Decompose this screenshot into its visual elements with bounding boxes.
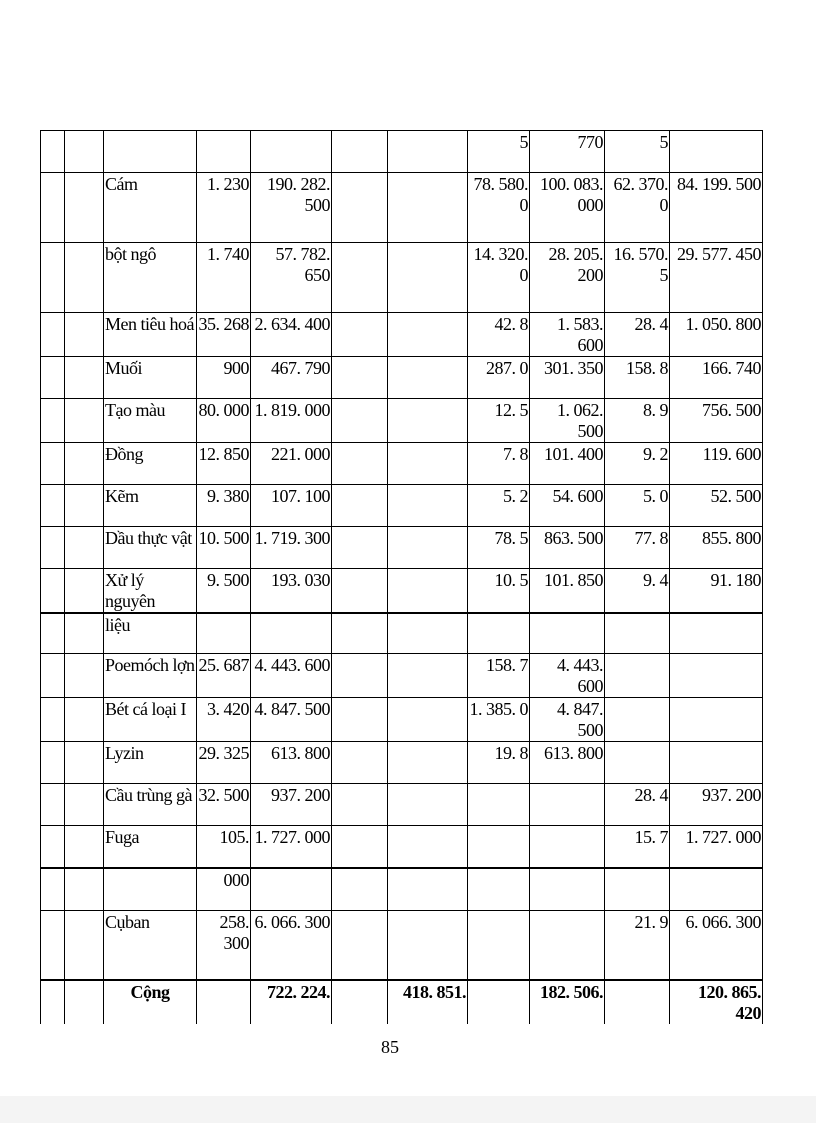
- value-cell: 1. 740: [197, 243, 251, 313]
- value-cell: 301. 350: [530, 357, 605, 399]
- value-cell: [388, 613, 468, 653]
- value-cell: [197, 613, 251, 653]
- value-cell: 4. 847. 500: [251, 697, 332, 741]
- blank-cell: [41, 697, 65, 741]
- value-cell: [251, 868, 332, 910]
- blank-cell: [65, 868, 104, 910]
- value-cell: [605, 868, 670, 910]
- value-cell: 107. 100: [251, 485, 332, 527]
- value-cell: 9. 4: [605, 569, 670, 614]
- value-cell: 12. 5: [468, 399, 530, 443]
- blank-cell: [65, 741, 104, 783]
- value-cell: [670, 613, 763, 653]
- value-cell: [332, 613, 388, 653]
- value-cell: 28. 205. 200: [530, 243, 605, 313]
- value-cell: 418. 851.: [388, 980, 468, 1024]
- blank-cell: [65, 569, 104, 614]
- blank-cell: [41, 313, 65, 357]
- value-cell: [332, 697, 388, 741]
- value-cell: 91. 180: [670, 569, 763, 614]
- item-name-cell: Cộng: [104, 980, 197, 1024]
- value-cell: 1. 819. 000: [251, 399, 332, 443]
- blank-cell: [41, 131, 65, 173]
- value-cell: 101. 850: [530, 569, 605, 614]
- value-cell: [388, 399, 468, 443]
- value-cell: [251, 131, 332, 173]
- item-name-cell: Fuga: [104, 825, 197, 868]
- value-cell: [332, 443, 388, 485]
- value-cell: [605, 697, 670, 741]
- value-cell: 100. 083. 000: [530, 173, 605, 243]
- table-row: [41, 527, 763, 569]
- value-cell: 3. 420: [197, 697, 251, 741]
- value-cell: [605, 741, 670, 783]
- value-cell: [332, 173, 388, 243]
- value-cell: 467. 790: [251, 357, 332, 399]
- blank-cell: [41, 910, 65, 980]
- value-cell: [605, 980, 670, 1024]
- item-name-cell: Xử lý nguyên: [104, 569, 197, 614]
- blank-cell: [65, 613, 104, 653]
- value-cell: 29. 577. 450: [670, 243, 763, 313]
- item-name-cell: Bét cá loại I: [104, 697, 197, 741]
- blank-cell: [65, 131, 104, 173]
- item-name-cell: [104, 131, 197, 173]
- blank-cell: [65, 243, 104, 313]
- value-cell: 80. 000: [197, 399, 251, 443]
- value-cell: 1. 062. 500: [530, 399, 605, 443]
- table-row: [41, 868, 763, 910]
- value-cell: [605, 613, 670, 653]
- value-cell: [332, 569, 388, 614]
- value-cell: [388, 313, 468, 357]
- blank-cell: [41, 357, 65, 399]
- item-name-cell: bột ngô: [104, 243, 197, 313]
- item-name-cell: Men tiêu hoá: [104, 313, 197, 357]
- value-cell: [468, 783, 530, 825]
- value-cell: [332, 485, 388, 527]
- value-cell: [530, 910, 605, 980]
- value-cell: [332, 868, 388, 910]
- value-cell: 21. 9: [605, 910, 670, 980]
- cost-table: [40, 130, 763, 1024]
- item-name-cell: Lyzin: [104, 741, 197, 783]
- table-row: [41, 613, 763, 653]
- value-cell: 9. 500: [197, 569, 251, 614]
- blank-cell: [65, 399, 104, 443]
- value-cell: [468, 980, 530, 1024]
- value-cell: 2. 634. 400: [251, 313, 332, 357]
- value-cell: [468, 910, 530, 980]
- value-cell: 62. 370. 0: [605, 173, 670, 243]
- item-name-cell: Cầu trùng gà: [104, 783, 197, 825]
- value-cell: [388, 485, 468, 527]
- item-name-cell: Cụban: [104, 910, 197, 980]
- value-cell: 1. 230: [197, 173, 251, 243]
- value-cell: 613. 800: [251, 741, 332, 783]
- item-name-cell: Tạo màu: [104, 399, 197, 443]
- value-cell: [332, 243, 388, 313]
- value-cell: [388, 131, 468, 173]
- value-cell: 4. 443. 600: [530, 653, 605, 697]
- blank-cell: [65, 527, 104, 569]
- item-name-cell: Poemóch lợn: [104, 653, 197, 697]
- value-cell: [332, 399, 388, 443]
- blank-cell: [41, 980, 65, 1024]
- value-cell: 4. 443. 600: [251, 653, 332, 697]
- blank-cell: [41, 613, 65, 653]
- value-cell: [605, 653, 670, 697]
- blank-cell: [41, 741, 65, 783]
- value-cell: [332, 741, 388, 783]
- value-cell: 8. 9: [605, 399, 670, 443]
- value-cell: [388, 697, 468, 741]
- item-name-cell: [104, 868, 197, 910]
- value-cell: [670, 868, 763, 910]
- value-cell: 15. 7: [605, 825, 670, 868]
- blank-cell: [41, 783, 65, 825]
- value-cell: [388, 783, 468, 825]
- item-name-cell: Dầu thực vật: [104, 527, 197, 569]
- value-cell: [388, 868, 468, 910]
- blank-cell: [41, 868, 65, 910]
- value-cell: 29. 325: [197, 741, 251, 783]
- value-cell: [332, 910, 388, 980]
- value-cell: [388, 910, 468, 980]
- value-cell: 10. 500: [197, 527, 251, 569]
- value-cell: 287. 0: [468, 357, 530, 399]
- value-cell: 221. 000: [251, 443, 332, 485]
- value-cell: [670, 653, 763, 697]
- item-name-cell: Cám: [104, 173, 197, 243]
- value-cell: 166. 740: [670, 357, 763, 399]
- value-cell: 14. 320. 0: [468, 243, 530, 313]
- value-cell: [468, 825, 530, 868]
- blank-cell: [41, 243, 65, 313]
- value-cell: [332, 527, 388, 569]
- page-number: 85: [381, 1037, 399, 1057]
- blank-cell: [65, 783, 104, 825]
- value-cell: 5: [468, 131, 530, 173]
- value-cell: 10. 5: [468, 569, 530, 614]
- value-cell: 77. 8: [605, 527, 670, 569]
- value-cell: 84. 199. 500: [670, 173, 763, 243]
- blank-cell: [41, 527, 65, 569]
- blank-cell: [41, 653, 65, 697]
- value-cell: 28. 4: [605, 783, 670, 825]
- value-cell: [332, 825, 388, 868]
- value-cell: [388, 741, 468, 783]
- value-cell: [332, 357, 388, 399]
- total-row: [41, 980, 763, 1024]
- value-cell: [530, 868, 605, 910]
- value-cell: [332, 131, 388, 173]
- blank-cell: [65, 697, 104, 741]
- table-row: [41, 910, 763, 980]
- blank-cell: [41, 485, 65, 527]
- table-row: [41, 399, 763, 443]
- table-row: [41, 825, 763, 868]
- value-cell: 937. 200: [251, 783, 332, 825]
- value-cell: [197, 131, 251, 173]
- item-name-cell: Kẽm: [104, 485, 197, 527]
- value-cell: [468, 613, 530, 653]
- blank-cell: [41, 443, 65, 485]
- value-cell: 258. 300: [197, 910, 251, 980]
- value-cell: 1. 727. 000: [251, 825, 332, 868]
- value-cell: 158. 8: [605, 357, 670, 399]
- blank-cell: [65, 910, 104, 980]
- value-cell: 182. 506.: [530, 980, 605, 1024]
- value-cell: 193. 030: [251, 569, 332, 614]
- page-bottom-band: [0, 1096, 816, 1123]
- table-row: [41, 783, 763, 825]
- blank-cell: [41, 569, 65, 614]
- value-cell: [670, 697, 763, 741]
- value-cell: [332, 653, 388, 697]
- value-cell: [388, 527, 468, 569]
- value-cell: 6. 066. 300: [670, 910, 763, 980]
- blank-cell: [65, 443, 104, 485]
- item-name-cell: Đồng: [104, 443, 197, 485]
- value-cell: 119. 600: [670, 443, 763, 485]
- value-cell: 190. 282. 500: [251, 173, 332, 243]
- value-cell: 78. 5: [468, 527, 530, 569]
- value-cell: 770: [530, 131, 605, 173]
- value-cell: 5. 0: [605, 485, 670, 527]
- table-row: [41, 131, 763, 173]
- table-row: [41, 741, 763, 783]
- value-cell: 000: [197, 868, 251, 910]
- value-cell: 863. 500: [530, 527, 605, 569]
- value-cell: [388, 243, 468, 313]
- value-cell: 900: [197, 357, 251, 399]
- value-cell: 101. 400: [530, 443, 605, 485]
- value-cell: 9. 2: [605, 443, 670, 485]
- value-cell: [530, 783, 605, 825]
- value-cell: [197, 980, 251, 1024]
- value-cell: [388, 173, 468, 243]
- table-row: [41, 697, 763, 741]
- table-row: [41, 313, 763, 357]
- value-cell: 5. 2: [468, 485, 530, 527]
- value-cell: 722. 224.: [251, 980, 332, 1024]
- value-cell: 105.: [197, 825, 251, 868]
- value-cell: [332, 783, 388, 825]
- table-body: [41, 131, 763, 1025]
- value-cell: 1. 050. 800: [670, 313, 763, 357]
- blank-cell: [41, 825, 65, 868]
- blank-cell: [65, 825, 104, 868]
- blank-cell: [65, 653, 104, 697]
- value-cell: 756. 500: [670, 399, 763, 443]
- value-cell: 57. 782. 650: [251, 243, 332, 313]
- value-cell: [388, 569, 468, 614]
- blank-cell: [65, 173, 104, 243]
- blank-cell: [65, 485, 104, 527]
- value-cell: [670, 741, 763, 783]
- item-name-cell: Muối: [104, 357, 197, 399]
- value-cell: 855. 800: [670, 527, 763, 569]
- value-cell: 937. 200: [670, 783, 763, 825]
- table-row: [41, 653, 763, 697]
- value-cell: [388, 443, 468, 485]
- value-cell: [670, 131, 763, 173]
- value-cell: 5: [605, 131, 670, 173]
- value-cell: 25. 687: [197, 653, 251, 697]
- value-cell: 1. 385. 0: [468, 697, 530, 741]
- value-cell: 54. 600: [530, 485, 605, 527]
- value-cell: 1. 719. 300: [251, 527, 332, 569]
- table-row: [41, 485, 763, 527]
- table-row: [41, 569, 763, 614]
- table-row: [41, 357, 763, 399]
- value-cell: 6. 066. 300: [251, 910, 332, 980]
- value-cell: 613. 800: [530, 741, 605, 783]
- value-cell: 35. 268: [197, 313, 251, 357]
- value-cell: 7. 8: [468, 443, 530, 485]
- value-cell: 1. 583. 600: [530, 313, 605, 357]
- table-row: [41, 173, 763, 243]
- value-cell: [530, 613, 605, 653]
- table-row: [41, 243, 763, 313]
- value-cell: [468, 868, 530, 910]
- value-cell: 4. 847. 500: [530, 697, 605, 741]
- value-cell: 12. 850: [197, 443, 251, 485]
- blank-cell: [65, 313, 104, 357]
- value-cell: 42. 8: [468, 313, 530, 357]
- blank-cell: [65, 980, 104, 1024]
- value-cell: [388, 653, 468, 697]
- value-cell: 52. 500: [670, 485, 763, 527]
- value-cell: [251, 613, 332, 653]
- blank-cell: [65, 357, 104, 399]
- item-name-cell: liệu: [104, 613, 197, 653]
- value-cell: [530, 825, 605, 868]
- value-cell: 158. 7: [468, 653, 530, 697]
- value-cell: 9. 380: [197, 485, 251, 527]
- blank-cell: [41, 173, 65, 243]
- value-cell: 19. 8: [468, 741, 530, 783]
- value-cell: 32. 500: [197, 783, 251, 825]
- value-cell: [332, 313, 388, 357]
- value-cell: 78. 580. 0: [468, 173, 530, 243]
- value-cell: [388, 357, 468, 399]
- value-cell: [388, 825, 468, 868]
- value-cell: [332, 980, 388, 1024]
- blank-cell: [41, 399, 65, 443]
- value-cell: 1. 727. 000: [670, 825, 763, 868]
- value-cell: 16. 570. 5: [605, 243, 670, 313]
- value-cell: 28. 4: [605, 313, 670, 357]
- value-cell: 120. 865. 420: [670, 980, 763, 1024]
- table-row: [41, 443, 763, 485]
